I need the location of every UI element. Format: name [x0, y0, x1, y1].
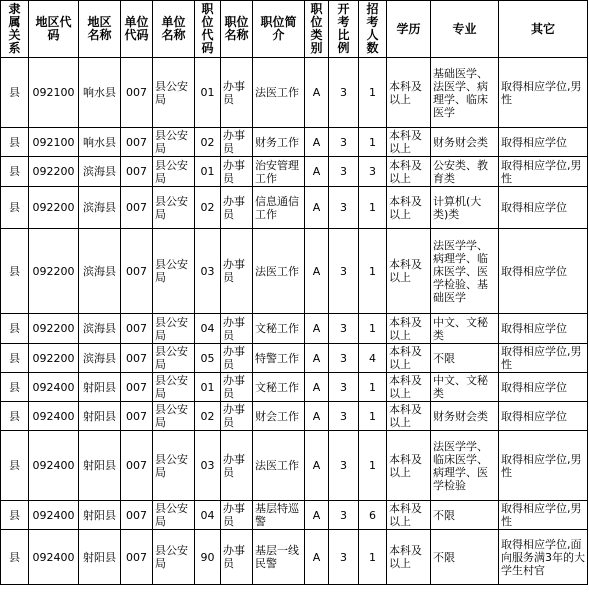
cell-other: 取得相应学位: [499, 314, 588, 344]
cell-recruit-count: 4: [359, 344, 387, 373]
cell-affiliation: 县: [1, 373, 29, 402]
cell-affiliation: 县: [1, 402, 29, 431]
cell-position-category: A: [305, 431, 329, 501]
cell-recruit-count: 1: [359, 314, 387, 344]
cell-recruit-count: 1: [359, 229, 387, 314]
cell-major: 财务财会类: [431, 128, 499, 157]
table-row: [1, 402, 588, 431]
cell-region-name: 射阳县: [79, 402, 121, 431]
cell-major: 不限: [431, 530, 499, 585]
cell-unit-name: 县公安局: [153, 431, 195, 501]
cell-position-code: 02: [195, 128, 221, 157]
cell-exam-ratio: 3: [329, 314, 359, 344]
cell-position-desc: 特警工作: [253, 344, 305, 373]
cell-position-category: A: [305, 501, 329, 530]
cell-recruit-count: 1: [359, 530, 387, 585]
cell-position-desc: 治安管理工作: [253, 157, 305, 187]
cell-major: 不限: [431, 501, 499, 530]
cell-position-code: 01: [195, 58, 221, 128]
header-exam-ratio: 开考比例: [329, 1, 359, 58]
header-region-code: 地区代码: [29, 1, 79, 58]
cell-education: 本科及以上: [387, 402, 431, 431]
cell-affiliation: 县: [1, 344, 29, 373]
cell-affiliation: 县: [1, 431, 29, 501]
cell-unit-name: 县公安局: [153, 501, 195, 530]
cell-education: 本科及以上: [387, 344, 431, 373]
cell-unit-name: 县公安局: [153, 157, 195, 187]
cell-position-category: A: [305, 402, 329, 431]
cell-position-category: A: [305, 229, 329, 314]
cell-position-desc: 财会工作: [253, 402, 305, 431]
cell-region-name: 滨海县: [79, 157, 121, 187]
header-other: 其它: [499, 1, 588, 58]
cell-affiliation: 县: [1, 157, 29, 187]
cell-education: 本科及以上: [387, 187, 431, 229]
cell-region-name: 射阳县: [79, 431, 121, 501]
table-row: [1, 229, 588, 314]
cell-position-code: 01: [195, 157, 221, 187]
cell-region-code: 092100: [29, 128, 79, 157]
table-row: [1, 157, 588, 187]
cell-recruit-count: 1: [359, 431, 387, 501]
cell-recruit-count: 1: [359, 373, 387, 402]
cell-position-category: A: [305, 187, 329, 229]
cell-major: 法医学学、临床医学、病理学、医学检验: [431, 431, 499, 501]
table-row: [1, 128, 588, 157]
cell-position-category: A: [305, 314, 329, 344]
cell-major: 法医学学、病理学、临床医学、医学检验、基础医学: [431, 229, 499, 314]
cell-position-code: 03: [195, 431, 221, 501]
cell-exam-ratio: 3: [329, 187, 359, 229]
cell-region-code: 092200: [29, 314, 79, 344]
cell-other: 取得相应学位: [499, 128, 588, 157]
cell-position-name: 办事员: [221, 431, 253, 501]
cell-exam-ratio: 3: [329, 431, 359, 501]
table-row: [1, 187, 588, 229]
cell-other: 取得相应学位,男性: [499, 501, 588, 530]
cell-region-code: 092400: [29, 530, 79, 585]
cell-affiliation: 县: [1, 530, 29, 585]
cell-position-desc: 文秘工作: [253, 373, 305, 402]
cell-region-code: 092200: [29, 344, 79, 373]
table-row: [1, 431, 588, 501]
header-education: 学历: [387, 1, 431, 58]
cell-position-category: A: [305, 344, 329, 373]
cell-position-desc: 基层特巡警: [253, 501, 305, 530]
cell-unit-code: 007: [121, 402, 153, 431]
cell-region-code: 092200: [29, 229, 79, 314]
cell-region-code: 092400: [29, 402, 79, 431]
cell-education: 本科及以上: [387, 128, 431, 157]
cell-unit-code: 007: [121, 501, 153, 530]
cell-other: 取得相应学位: [499, 373, 588, 402]
header-position-desc: 职位简介: [253, 1, 305, 58]
cell-position-name: 办事员: [221, 373, 253, 402]
cell-unit-name: 县公安局: [153, 402, 195, 431]
cell-region-code: 092200: [29, 187, 79, 229]
cell-recruit-count: 3: [359, 157, 387, 187]
cell-exam-ratio: 3: [329, 501, 359, 530]
cell-region-name: 响水县: [79, 58, 121, 128]
cell-unit-name: 县公安局: [153, 187, 195, 229]
cell-unit-code: 007: [121, 187, 153, 229]
cell-major: 中文、文秘类: [431, 373, 499, 402]
cell-position-category: A: [305, 157, 329, 187]
cell-other: 取得相应学位,男性: [499, 431, 588, 501]
header-row: [1, 1, 588, 58]
cell-position-desc: 财务工作: [253, 128, 305, 157]
cell-exam-ratio: 3: [329, 58, 359, 128]
cell-position-code: 90: [195, 530, 221, 585]
cell-other: 取得相应学位: [499, 187, 588, 229]
cell-other: 取得相应学位,男性: [499, 157, 588, 187]
header-recruit-count: 招考人数: [359, 1, 387, 58]
cell-position-name: 办事员: [221, 229, 253, 314]
cell-major: 财务财会类: [431, 402, 499, 431]
cell-other: 取得相应学位,面向服务满3年的大学生村官: [499, 530, 588, 585]
cell-recruit-count: 6: [359, 501, 387, 530]
cell-recruit-count: 1: [359, 187, 387, 229]
cell-major: 中文、文秘类: [431, 314, 499, 344]
cell-major: 基础医学、法医学、病理学、临床医学: [431, 58, 499, 128]
cell-unit-code: 007: [121, 431, 153, 501]
cell-position-category: A: [305, 373, 329, 402]
cell-education: 本科及以上: [387, 373, 431, 402]
cell-position-desc: 法医工作: [253, 229, 305, 314]
cell-exam-ratio: 3: [329, 373, 359, 402]
header-unit-name: 单位名称: [153, 1, 195, 58]
cell-other: 取得相应学位,男性: [499, 344, 588, 373]
cell-position-category: A: [305, 530, 329, 585]
cell-position-desc: 法医工作: [253, 58, 305, 128]
cell-region-code: 092400: [29, 373, 79, 402]
cell-position-code: 02: [195, 187, 221, 229]
cell-exam-ratio: 3: [329, 229, 359, 314]
table-row: [1, 530, 588, 585]
cell-position-name: 办事员: [221, 344, 253, 373]
cell-unit-code: 007: [121, 229, 153, 314]
cell-position-code: 04: [195, 314, 221, 344]
cell-other: 取得相应学位: [499, 402, 588, 431]
cell-education: 本科及以上: [387, 58, 431, 128]
cell-affiliation: 县: [1, 187, 29, 229]
cell-position-name: 办事员: [221, 402, 253, 431]
cell-unit-code: 007: [121, 344, 153, 373]
table-row: [1, 344, 588, 373]
cell-region-code: 092400: [29, 501, 79, 530]
cell-affiliation: 县: [1, 501, 29, 530]
cell-exam-ratio: 3: [329, 157, 359, 187]
cell-exam-ratio: 3: [329, 530, 359, 585]
cell-region-code: 092200: [29, 157, 79, 187]
cell-exam-ratio: 3: [329, 402, 359, 431]
cell-position-name: 办事员: [221, 187, 253, 229]
cell-region-name: 响水县: [79, 128, 121, 157]
cell-position-name: 办事员: [221, 501, 253, 530]
cell-unit-code: 007: [121, 530, 153, 585]
cell-unit-code: 007: [121, 58, 153, 128]
cell-exam-ratio: 3: [329, 344, 359, 373]
header-affiliation: 隶属关系: [1, 1, 29, 58]
header-position-category: 职位类别: [305, 1, 329, 58]
cell-region-name: 滨海县: [79, 229, 121, 314]
cell-unit-name: 县公安局: [153, 344, 195, 373]
cell-education: 本科及以上: [387, 501, 431, 530]
cell-unit-name: 县公安局: [153, 530, 195, 585]
cell-unit-name: 县公安局: [153, 58, 195, 128]
cell-position-desc: 法医工作: [253, 431, 305, 501]
cell-affiliation: 县: [1, 58, 29, 128]
cell-region-code: 092100: [29, 58, 79, 128]
cell-recruit-count: 1: [359, 402, 387, 431]
cell-unit-name: 县公安局: [153, 373, 195, 402]
cell-education: 本科及以上: [387, 530, 431, 585]
cell-position-category: A: [305, 58, 329, 128]
cell-position-desc: 文秘工作: [253, 314, 305, 344]
cell-region-name: 滨海县: [79, 344, 121, 373]
header-major: 专业: [431, 1, 499, 58]
cell-position-desc: 信息通信工作: [253, 187, 305, 229]
header-region-name: 地区名称: [79, 1, 121, 58]
cell-region-name: 滨海县: [79, 187, 121, 229]
cell-unit-code: 007: [121, 314, 153, 344]
header-unit-code: 单位代码: [121, 1, 153, 58]
table-row: [1, 314, 588, 344]
cell-education: 本科及以上: [387, 229, 431, 314]
cell-position-name: 办事员: [221, 530, 253, 585]
cell-position-name: 办事员: [221, 128, 253, 157]
table-row: [1, 501, 588, 530]
cell-position-category: A: [305, 128, 329, 157]
cell-education: 本科及以上: [387, 157, 431, 187]
cell-education: 本科及以上: [387, 431, 431, 501]
cell-unit-name: 县公安局: [153, 314, 195, 344]
cell-position-name: 办事员: [221, 314, 253, 344]
header-position-code: 职位代码: [195, 1, 221, 58]
cell-unit-code: 007: [121, 157, 153, 187]
cell-affiliation: 县: [1, 314, 29, 344]
cell-position-desc: 基层一线民警: [253, 530, 305, 585]
cell-affiliation: 县: [1, 229, 29, 314]
cell-major: 公安类、教育类: [431, 157, 499, 187]
table-row: [1, 58, 588, 128]
table-row: [1, 373, 588, 402]
cell-position-code: 03: [195, 229, 221, 314]
cell-position-name: 办事员: [221, 157, 253, 187]
cell-position-code: 05: [195, 344, 221, 373]
cell-other: 取得相应学位: [499, 229, 588, 314]
cell-region-name: 滨海县: [79, 314, 121, 344]
cell-recruit-count: 1: [359, 58, 387, 128]
cell-recruit-count: 1: [359, 128, 387, 157]
cell-region-code: 092400: [29, 431, 79, 501]
cell-region-name: 射阳县: [79, 373, 121, 402]
cell-unit-code: 007: [121, 128, 153, 157]
cell-position-name: 办事员: [221, 58, 253, 128]
cell-unit-code: 007: [121, 373, 153, 402]
cell-major: 计算机(大类)类: [431, 187, 499, 229]
cell-education: 本科及以上: [387, 314, 431, 344]
cell-region-name: 射阳县: [79, 501, 121, 530]
cell-position-code: 01: [195, 373, 221, 402]
cell-region-name: 射阳县: [79, 530, 121, 585]
cell-position-code: 04: [195, 501, 221, 530]
cell-major: 不限: [431, 344, 499, 373]
cell-position-code: 02: [195, 402, 221, 431]
cell-other: 取得相应学位,男性: [499, 58, 588, 128]
cell-affiliation: 县: [1, 128, 29, 157]
cell-exam-ratio: 3: [329, 128, 359, 157]
header-position-name: 职位名称: [221, 1, 253, 58]
cell-unit-name: 县公安局: [153, 229, 195, 314]
cell-unit-name: 县公安局: [153, 128, 195, 157]
